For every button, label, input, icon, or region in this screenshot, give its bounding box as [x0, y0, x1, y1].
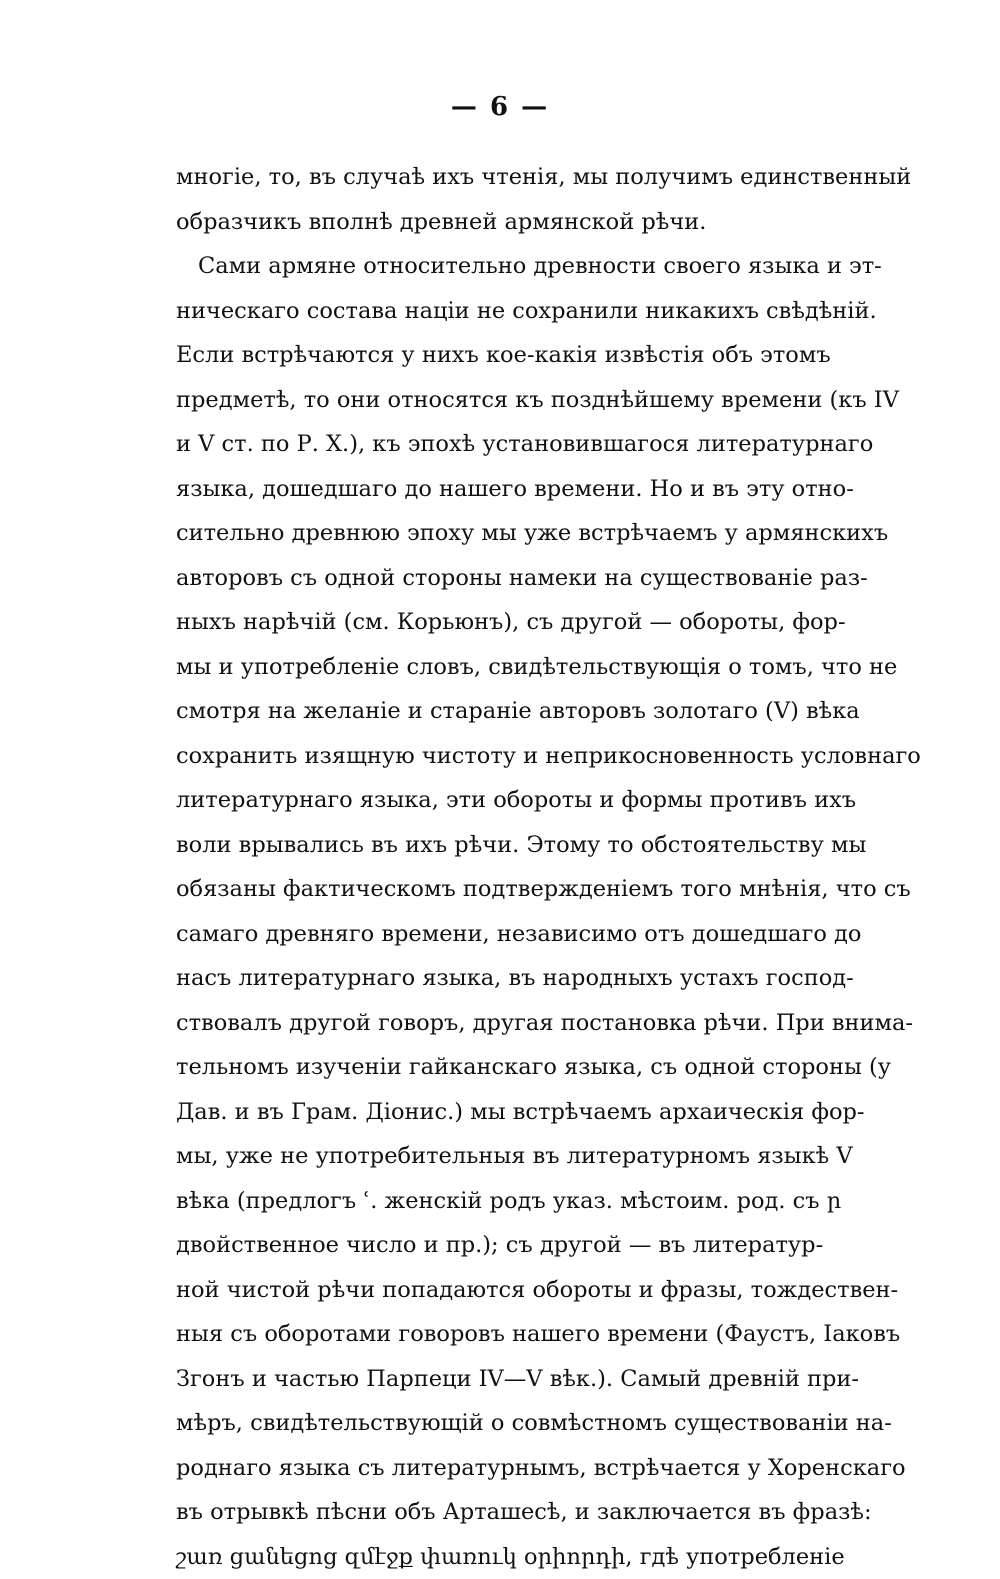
text-line: самаго древняго времени, независимо отъ дошедшаго до: [176, 912, 822, 957]
text-line: ной чистой рѣчи попадаются обороты и фразы, тождествен-: [176, 1268, 822, 1313]
text-line: ническаго состава націи не сохранили никакихъ свѣдѣній.: [176, 289, 822, 334]
text-line: въ отрывкѣ пѣсни объ Арташесѣ, и заключается въ фразѣ:: [176, 1490, 822, 1535]
text-line: շառ ցանեցոց զմէջք փառուկ օրիորդի, гдѣ употребленіе: [176, 1535, 822, 1579]
text-line: литературнаго языка, эти обороты и формы противъ ихъ: [176, 778, 822, 823]
text-line: сительно древнюю эпоху мы уже встрѣчаемъ у армянскихъ: [176, 511, 822, 556]
text-line: ствовалъ другой говоръ, другая постановка рѣчи. При внима-: [176, 1001, 822, 1046]
text-line: мы и употребленіе словъ, свидѣтельствующія о томъ, что не: [176, 645, 822, 690]
text-line: роднаго языка съ литературнымъ, встрѣчается у Хоренскаго: [176, 1446, 822, 1491]
text-line: Сами армяне относительно древности своего языка и эт-: [176, 244, 822, 289]
text-line: мы, уже не употребительныя въ литературномъ языкѣ V: [176, 1134, 822, 1179]
text-line: смотря на желаніе и стараніе авторовъ золотаго (V) вѣка: [176, 689, 822, 734]
text-line: предметѣ, то они относятся къ позднѣйшему времени (къ IV: [176, 378, 822, 423]
text-line: ныя съ оборотами говоровъ нашего времени (Фаустъ, Іаковъ: [176, 1312, 822, 1357]
text-line: Если встрѣчаются у нихъ кое-какія извѣстія объ этомъ: [176, 333, 822, 378]
text-line: мѣръ, свидѣтельствующій о совмѣстномъ существованіи на-: [176, 1401, 822, 1446]
text-line: тельномъ изученіи гайканскаго языка, съ одной стороны (у: [176, 1045, 822, 1090]
text-line: сохранить изящную чистоту и неприкосновенность условнаго: [176, 734, 822, 779]
text-line: образчикъ вполнѣ древней армянской рѣчи.: [176, 200, 822, 245]
text-line: многіе, то, въ случаѣ ихъ чтенія, мы получимъ единственный: [176, 155, 822, 200]
text-line: двойственное число и пр.); съ другой — въ литератур-: [176, 1223, 822, 1268]
text-line: авторовъ съ одной стороны намеки на существованіе раз-: [176, 556, 822, 601]
text-line: воли врывались въ ихъ рѣчи. Этому то обстоятельству мы: [176, 823, 822, 868]
page-number: — 6 —: [0, 92, 1000, 122]
text-line: языка, дошедшаго до нашего времени. Но и въ эту отно-: [176, 467, 822, 512]
text-line: и V ст. по Р. X.), къ эпохѣ установившагося литературнаго: [176, 422, 822, 467]
text-line: Згонъ и частью Парпеци IV—V вѣк.). Самый древній при-: [176, 1357, 822, 1402]
text-line: насъ литературнаго языка, въ народныхъ устахъ господ-: [176, 956, 822, 1001]
text-line: вѣка (предлогъ ՙ. женскій родъ указ. мѣстоим. род. съ ր: [176, 1179, 822, 1224]
text-line: Дав. и въ Грам. Діонис.) мы встрѣчаемъ архаическія фор-: [176, 1090, 822, 1135]
body-text: [176, 155, 822, 1579]
text-line: ныхъ нарѣчій (см. Корьюнъ), съ другой — обороты, фор-: [176, 600, 822, 645]
text-line: обязаны фактическомъ подтвержденіемъ того мнѣнія, что съ: [176, 867, 822, 912]
